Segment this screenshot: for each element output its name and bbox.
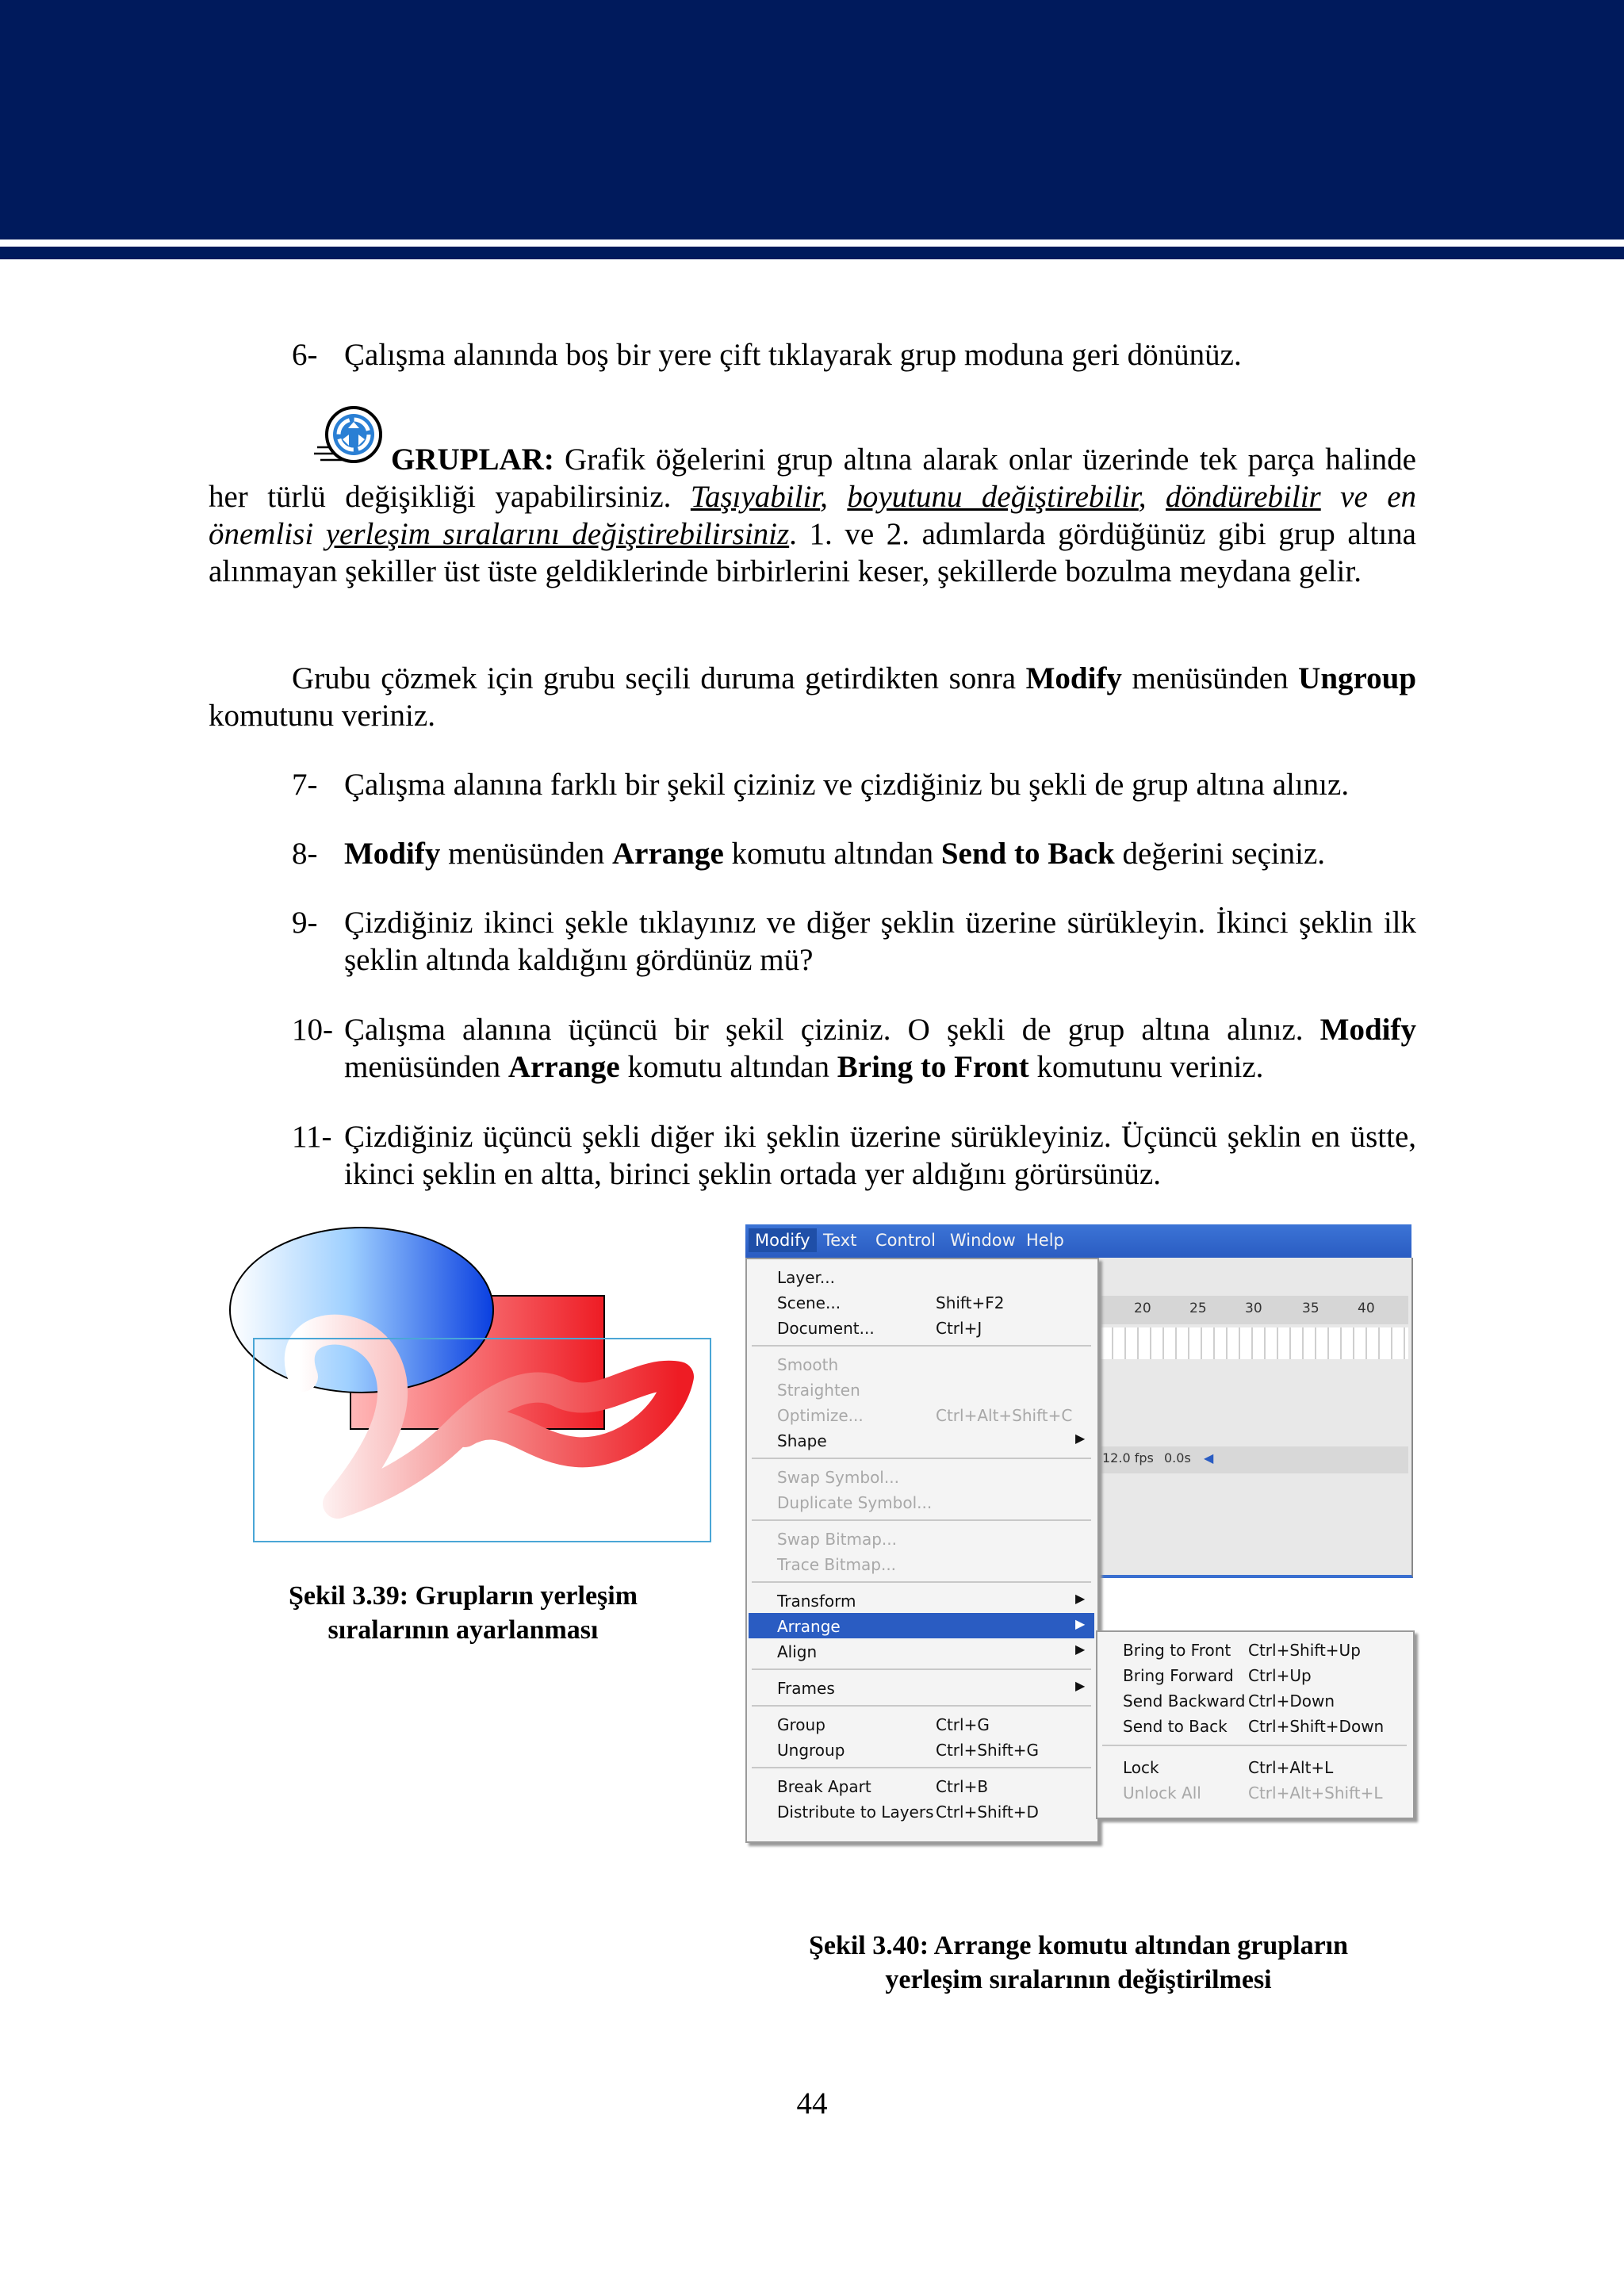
menu-item-shortcut: Ctrl+Alt+Shift+L <box>1248 1783 1383 1803</box>
submenu-arrow-icon: ▶ <box>1075 1678 1086 1693</box>
bold-modify: Modify <box>344 837 441 871</box>
caption-line: Şekil 3.40: Arrange komutu altından grupların <box>808 1931 1349 1960</box>
menu-item-shortcut: Ctrl+Shift+G <box>936 1741 1040 1760</box>
paragraph-text: komutunu veriniz. <box>209 699 435 733</box>
menu-item-label: Ungroup <box>777 1741 845 1760</box>
scroll-left-icon[interactable]: ◀ <box>1204 1450 1214 1465</box>
menu-item-straighten[interactable] <box>749 1377 1094 1402</box>
ruler-tick: 25 <box>1189 1301 1207 1316</box>
menu-bar <box>745 1224 1411 1258</box>
menu-item-label: Shape <box>777 1431 827 1450</box>
menu-item-label: Group <box>777 1715 825 1734</box>
menu-item-label: Lock <box>1123 1758 1159 1777</box>
step-text-part: Çalışma alanına üçüncü bir şekil çiziniz. O şekli de grup altına alınız. <box>344 1013 1320 1047</box>
bold-bring-to-front: Bring to Front <box>837 1050 1029 1084</box>
step-text: Çizdiğiniz ikinci şekle tıklayınız ve diğer şeklin üzerine sürükleyin. İkinci şeklin ilk şeklin altında kaldığını gördünüz mü? <box>344 906 1416 977</box>
step-text-part: komutunu veriniz. <box>1028 1050 1264 1084</box>
menu-separator <box>752 1519 1091 1521</box>
menu-item-smooth[interactable] <box>749 1351 1094 1377</box>
menu-item-label: Bring Forward <box>1123 1666 1234 1685</box>
menu-separator <box>752 1705 1091 1707</box>
menu-item-swap-bitmap[interactable] <box>749 1526 1094 1551</box>
timeline-status <box>1101 1446 1408 1473</box>
frame-ruler <box>1101 1296 1408 1324</box>
gruplar-heading: GRUPLAR: <box>391 442 554 477</box>
menu-item-shortcut: Ctrl+B <box>936 1777 989 1796</box>
menu-item-shortcut: Ctrl+Shift+Down <box>1248 1717 1385 1736</box>
menu-item-label: Bring to Front <box>1123 1641 1231 1660</box>
menu-item-swap-symbol[interactable] <box>749 1464 1094 1489</box>
menu-item-shortcut: Ctrl+G <box>936 1715 990 1734</box>
menu-separator <box>752 1581 1091 1583</box>
step-number: 8- <box>292 837 318 871</box>
arrange-submenu <box>1096 1630 1415 1819</box>
step-text-part: değerini seçiniz. <box>1114 837 1326 871</box>
menu-item-shortcut: Shift+F2 <box>936 1293 1005 1312</box>
submenu-item-bring-to-front[interactable] <box>1099 1637 1410 1662</box>
step-number: 11- <box>292 1120 332 1154</box>
menu-item-label: Straighten <box>777 1381 860 1400</box>
menu-item-label: Swap Symbol... <box>777 1468 899 1487</box>
emphasis-yerlesim: yerleşim sıralarını değiştirebilirsiniz <box>325 517 790 551</box>
menu-item-label: Smooth <box>777 1355 839 1374</box>
step-number: 10- <box>292 1013 333 1047</box>
menu-item-shortcut: Ctrl+Up <box>1248 1666 1312 1685</box>
menu-item-group[interactable] <box>749 1711 1094 1737</box>
menu-item-label: Document... <box>777 1319 875 1338</box>
caption-line: yerleşim sıralarının değiştirilmesi <box>885 1965 1272 1994</box>
header-band <box>0 0 1624 239</box>
menu-item-shape[interactable] <box>749 1427 1094 1453</box>
paragraph-text: menüsünden <box>1121 661 1299 695</box>
bold-ungroup: Ungroup <box>1298 661 1417 695</box>
bold-send-to-back: Send to Back <box>940 837 1115 871</box>
figure-3-40-menu-screenshot <box>745 1224 1411 1843</box>
menu-item-shortcut: Ctrl+Shift+D <box>936 1803 1039 1822</box>
figure-3-39-shapes <box>227 1226 718 1545</box>
header-rule <box>0 247 1624 259</box>
menu-separator <box>752 1458 1091 1459</box>
menu-separator <box>752 1345 1091 1347</box>
figure-3-39-caption <box>227 1579 699 1647</box>
emphasis-tasiyabilir: Taşıyabilir <box>690 480 821 514</box>
menu-item-break-apart[interactable] <box>749 1773 1094 1799</box>
submenu-arrow-icon: ▶ <box>1075 1616 1086 1631</box>
menu-item-shortcut: Ctrl+Down <box>1248 1691 1335 1711</box>
menu-item-label: Transform <box>777 1592 856 1611</box>
paragraph-text: Grubu çözmek için grubu seçili duruma getirdikten sonra <box>292 661 1026 695</box>
menu-item-label: Optimize... <box>777 1406 864 1425</box>
ungroup-paragraph <box>209 660 1416 734</box>
step-number: 7- <box>292 768 318 802</box>
menu-control[interactable]: Control <box>875 1231 936 1250</box>
italic-text: ve en önemlisi <box>209 480 1416 551</box>
submenu-arrow-icon: ▶ <box>1075 1591 1086 1606</box>
menu-item-label: Unlock All <box>1123 1783 1201 1803</box>
submenu-arrow-icon: ▶ <box>1075 1642 1086 1657</box>
bold-arrange: Arrange <box>611 837 724 871</box>
menu-item-shortcut: Ctrl+Shift+Up <box>1248 1641 1361 1660</box>
menu-item-shortcut: Ctrl+Alt+Shift+C <box>936 1406 1073 1425</box>
submenu-item-send-to-back[interactable] <box>1099 1713 1410 1738</box>
submenu-item-bring-forward[interactable] <box>1099 1662 1410 1688</box>
menu-item-label: Send Backward <box>1123 1691 1246 1711</box>
menu-item-transform[interactable] <box>749 1588 1094 1613</box>
menu-modify[interactable]: Modify <box>749 1228 817 1252</box>
emphasis-dondurebilir: döndürebilir <box>1165 480 1321 514</box>
menu-separator <box>1102 1745 1407 1746</box>
step-6 <box>292 336 1416 376</box>
menu-text[interactable]: Text <box>823 1231 857 1250</box>
menu-item-label: Trace Bitmap... <box>777 1555 897 1574</box>
menu-item-optimize[interactable] <box>749 1402 1094 1427</box>
step-text-part: menüsünden <box>440 837 612 871</box>
ruler-tick: 35 <box>1302 1301 1320 1316</box>
step-11 <box>292 1118 1416 1197</box>
menu-help[interactable]: Help <box>1026 1231 1064 1250</box>
separator: , <box>820 480 848 514</box>
paragraph-text: Grafik öğelerini grup altına alarak onlar üzerinde tek parça halinde her türlü değişikliği yapabilirsiniz. <box>209 442 1416 514</box>
ruler-tick: 20 <box>1134 1301 1151 1316</box>
timeline-frames[interactable] <box>1101 1327 1408 1359</box>
menu-item-trace-bitmap[interactable] <box>749 1551 1094 1576</box>
menu-item-label: Scene... <box>777 1293 841 1312</box>
menu-item-scene[interactable] <box>749 1289 1094 1315</box>
ruler-tick: 30 <box>1245 1301 1262 1316</box>
step-10 <box>292 1011 1416 1090</box>
separator: , <box>1138 480 1166 514</box>
menu-item-label: Frames <box>777 1679 835 1698</box>
menu-separator <box>752 1767 1091 1768</box>
step-text: Çalışma alanında boş bir yere çift tıklayarak grup moduna geri dönünüz. <box>344 338 1242 372</box>
menu-item-label: Arrange <box>777 1617 841 1636</box>
menu-item-label: Send to Back <box>1123 1717 1228 1736</box>
step-7 <box>292 766 1416 806</box>
step-text <box>344 835 1416 872</box>
page-number: 44 <box>796 2086 828 2121</box>
menu-item-label: Duplicate Symbol... <box>777 1493 933 1512</box>
bold-modify: Modify <box>1025 661 1122 695</box>
menu-item-label: Swap Bitmap... <box>777 1530 897 1549</box>
menu-item-shortcut: Ctrl+Alt+L <box>1248 1758 1334 1777</box>
menu-item-label: Break Apart <box>777 1777 871 1796</box>
caption-line: Şekil 3.39: Grupların yerleşim <box>288 1581 638 1611</box>
bold-modify: Modify <box>1320 1013 1416 1047</box>
modify-dropdown <box>745 1258 1099 1843</box>
submenu-arrow-icon: ▶ <box>1075 1431 1086 1446</box>
step-text: Çizdiğiniz üçüncü şekli diğer iki şeklin üzerine sürükleyiniz. Üçüncü şeklin en üstte, ikinci şeklin en altta, birinci şeklin ortada yer aldığını görürsünüz. <box>344 1120 1416 1191</box>
menu-item-label: Distribute to Layers <box>777 1803 934 1822</box>
menu-item-document[interactable] <box>749 1315 1094 1340</box>
step-text-part: menüsünden <box>344 1050 508 1084</box>
step-number: 9- <box>292 906 318 940</box>
menu-item-duplicate-symbol[interactable] <box>749 1489 1094 1515</box>
menu-item-ungroup[interactable] <box>749 1737 1094 1762</box>
menu-separator <box>752 1668 1091 1670</box>
step-text: Çalışma alanına farklı bir şekil çiziniz ve çizdiğiniz bu şekli de grup altına alınız. <box>344 768 1350 802</box>
menu-item-align[interactable] <box>749 1638 1094 1664</box>
step-text <box>344 1011 1416 1086</box>
menu-window[interactable]: Window <box>950 1231 1016 1250</box>
menu-item-shortcut: Ctrl+J <box>936 1319 982 1338</box>
paragraph-text: . 1. ve 2. adımlarda gördüğünüz gibi grup altına alınmayan şekiller üst üste geldiklerinde birbirlerini keser, şekillerde bozulma meydana gelir. <box>209 517 1416 588</box>
menu-item-arrange[interactable] <box>749 1613 1094 1638</box>
fps-readout: 12.0 fps <box>1102 1450 1154 1465</box>
bold-arrange: Arrange <box>508 1050 620 1084</box>
menu-item-distribute-to-layers[interactable] <box>749 1799 1094 1824</box>
submenu-item-unlock-all[interactable] <box>1099 1780 1410 1805</box>
ruler-tick: 40 <box>1358 1301 1375 1316</box>
step-text-part: komutu altından <box>619 1050 837 1084</box>
step-9 <box>292 904 1416 983</box>
step-8 <box>292 835 1416 875</box>
caption-line: sıralarının ayarlanması <box>327 1615 599 1645</box>
menu-item-frames[interactable] <box>749 1675 1094 1700</box>
submenu-item-send-backward[interactable] <box>1099 1688 1410 1713</box>
menu-item-layer[interactable] <box>749 1264 1094 1289</box>
menu-item-label: Layer... <box>777 1268 835 1287</box>
step-text-part: komutu altından <box>723 837 941 871</box>
submenu-item-lock[interactable] <box>1099 1754 1410 1780</box>
figure-3-40-caption <box>745 1929 1411 1997</box>
menu-item-label: Align <box>777 1642 818 1661</box>
blue-ellipse <box>230 1228 493 1393</box>
emphasis-boyut: boyutunu değiştirebilir <box>847 480 1139 514</box>
time-readout: 0.0s <box>1164 1450 1191 1465</box>
step-number: 6- <box>292 338 318 372</box>
gruplar-paragraph <box>209 441 1416 590</box>
